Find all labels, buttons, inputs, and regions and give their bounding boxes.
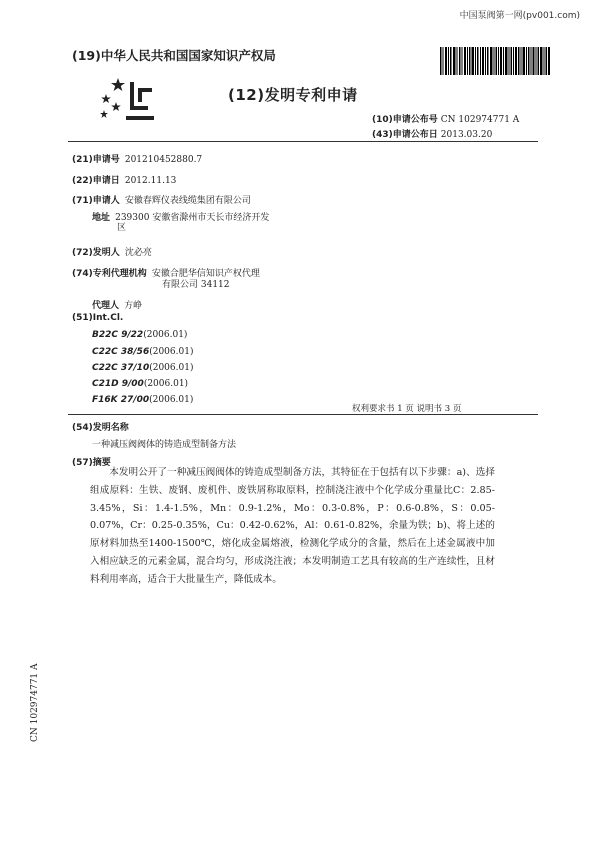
application-number-row [72, 147, 202, 166]
ipc-code: C21D 9/00 [92, 379, 144, 389]
publication-number: CN 102974771 A [440, 115, 520, 125]
site-watermark: 中国泵阀第一网(pv001.com) [459, 11, 580, 21]
ipc-code: C22C 38/56 [92, 347, 150, 357]
publication-date-label: (43)申请公布日 [372, 130, 438, 140]
abstract-text: 本发明公开了一种减压阀阀体的铸造成型制备方法，其特征在于包括有以下步骤：a)、选择组成原料：生铁、废钢、废机件、废铁屑称取原料，控制浇注液中个化学成分重量比C：2.85-3.45%，Si：1.4-1.5%，Mn：0.9-1.2%，Mo：0.3-0.8%，P：0.6-0.8%，S：0.05-0.07%，Cr：0.25-0.35%，Cu：0.42-0.62%，Al：0.61-0.82%，余量为铁；b)、将上述的原材料加热至1400-1500℃，熔化成金属熔液，检测化学成分的含量，然后在上述金属液中加入相应缺乏的元素金属，混合均匀，形成浇注液；本发明制造工艺具有较高的生产连续性，且材料利用率高，适合于大批量生产，降低成本。 [90, 467, 495, 585]
agent-label: 代理人 [92, 301, 120, 311]
header-divider [68, 141, 538, 142]
invention-title: 一种减压阀阀体的铸造成型制备方法 [92, 440, 237, 450]
ipc-entry [92, 379, 188, 389]
ipc-version: (2006.01) [149, 395, 194, 405]
ipc-entry [92, 395, 193, 405]
ipc-version: (2006.01) [143, 379, 189, 389]
ipc-version: (2006.01) [143, 330, 188, 340]
agency-label: (74)专利代理机构 [72, 269, 147, 279]
agency-line-1: 安徽合肥华信知识产权代理 [151, 269, 260, 279]
agent-row [92, 293, 142, 312]
address-label: 地址 [92, 213, 111, 223]
ipc-entry [92, 363, 193, 373]
biblio-divider [68, 414, 538, 415]
inventor-row [72, 240, 152, 259]
document-type: (12)发明专利申请 [228, 86, 358, 104]
int-cl-label: (51)Int.Cl. [72, 313, 124, 323]
ipc-version: (2006.01) [149, 347, 194, 357]
publication-number-label: (10)申请公布号 [372, 115, 438, 125]
agent-name: 方峥 [124, 301, 143, 311]
ipc-entry [92, 347, 193, 357]
ipc-code: F16K 27/00 [92, 395, 150, 405]
inventor-name: 沈必亮 [124, 248, 152, 258]
applicant-label: (71)申请人 [72, 196, 120, 206]
abstract-label: (57)摘要 [72, 458, 111, 468]
title-label: (54)发明名称 [72, 423, 129, 433]
application-number-label: (21)申请号 [72, 155, 120, 165]
ipc-code: B22C 9/22 [92, 330, 144, 340]
publication-number-row [372, 112, 519, 125]
address-line-1: 239300 安徽省滁州市天长市经济开发 [115, 213, 270, 223]
barcode [440, 47, 550, 75]
application-date-row [72, 168, 176, 187]
applicant-name: 安徽春辉仪表线缆集团有限公司 [124, 196, 251, 206]
ipc-entry [92, 330, 187, 340]
ipc-version: (2006.01) [149, 363, 194, 373]
agency-line-2: 有限公司 34112 [162, 280, 230, 290]
patent-office-name: (19)中华人民共和国国家知识产权局 [72, 48, 276, 63]
page-count-info: 权利要求书 1 页 说明书 3 页 [352, 404, 462, 414]
application-number: 201210452880.7 [124, 155, 203, 165]
inventor-label: (72)发明人 [72, 248, 120, 258]
address-line-2: 区 [117, 223, 127, 233]
cnipa-emblem-icon [98, 76, 156, 126]
publication-date-row [372, 127, 492, 140]
application-date: 2012.11.13 [124, 176, 177, 186]
publication-date: 2013.03.20 [440, 130, 493, 140]
side-publication-number: CN 102974771 A [30, 663, 40, 742]
ipc-code: C22C 37/10 [92, 363, 150, 373]
application-date-label: (22)申请日 [72, 176, 120, 186]
